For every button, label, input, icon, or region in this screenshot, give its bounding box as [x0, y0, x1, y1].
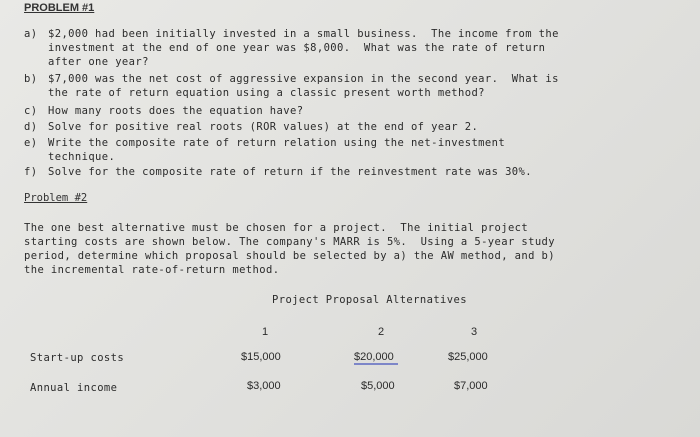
- row-label-annual-income: Annual income: [30, 382, 118, 394]
- table-title: Project Proposal Alternatives: [272, 294, 467, 306]
- item-text: $2,000 had been initially invested in a small business. The income from the investment at the end of one year was $8,000. What was the rate of return after one year?: [48, 28, 559, 68]
- item-label: c): [24, 105, 38, 117]
- item-label: b): [24, 73, 38, 85]
- item-text: Solve for the composite rate of return if the reinvestment rate was 30%.: [48, 166, 532, 178]
- table-cell: $25,000: [448, 351, 488, 363]
- column-header-2: 2: [378, 326, 385, 338]
- item-label: e): [24, 137, 38, 149]
- item-label: f): [24, 166, 38, 178]
- row-label-startup-costs: Start-up costs: [30, 352, 125, 364]
- table-cell: $15,000: [241, 351, 281, 363]
- table-cell: $3,000: [247, 380, 281, 392]
- problem-2-heading: Problem #2: [24, 192, 88, 204]
- table-cell-highlighted: $20,000: [354, 351, 398, 365]
- item-label: a): [24, 28, 38, 40]
- item-text: How many roots does the equation have?: [48, 105, 304, 117]
- problem-1-heading: PROBLEM #1: [24, 2, 95, 14]
- problem-2-paragraph: The one best alternative must be chosen for a project. The initial project starting costs are shown below. The company's MARR is 5%. Using a 5-year study period, determine which proposal should be selected by a) the AW method, and b) the incremental rate-of-return method.: [24, 222, 556, 276]
- table-cell: $7,000: [454, 380, 488, 392]
- column-header-1: 1: [262, 326, 269, 338]
- item-text: Solve for positive real roots (ROR values) at the end of year 2.: [48, 121, 479, 133]
- table-cell: $5,000: [361, 380, 395, 392]
- column-header-3: 3: [471, 326, 478, 338]
- item-text: $7,000 was the net cost of aggressive expansion in the second year. What is the rate of return equation using a classic present worth method?: [48, 73, 559, 99]
- item-label: d): [24, 121, 38, 133]
- item-text: Write the composite rate of return relation using the net-investment technique.: [48, 137, 506, 163]
